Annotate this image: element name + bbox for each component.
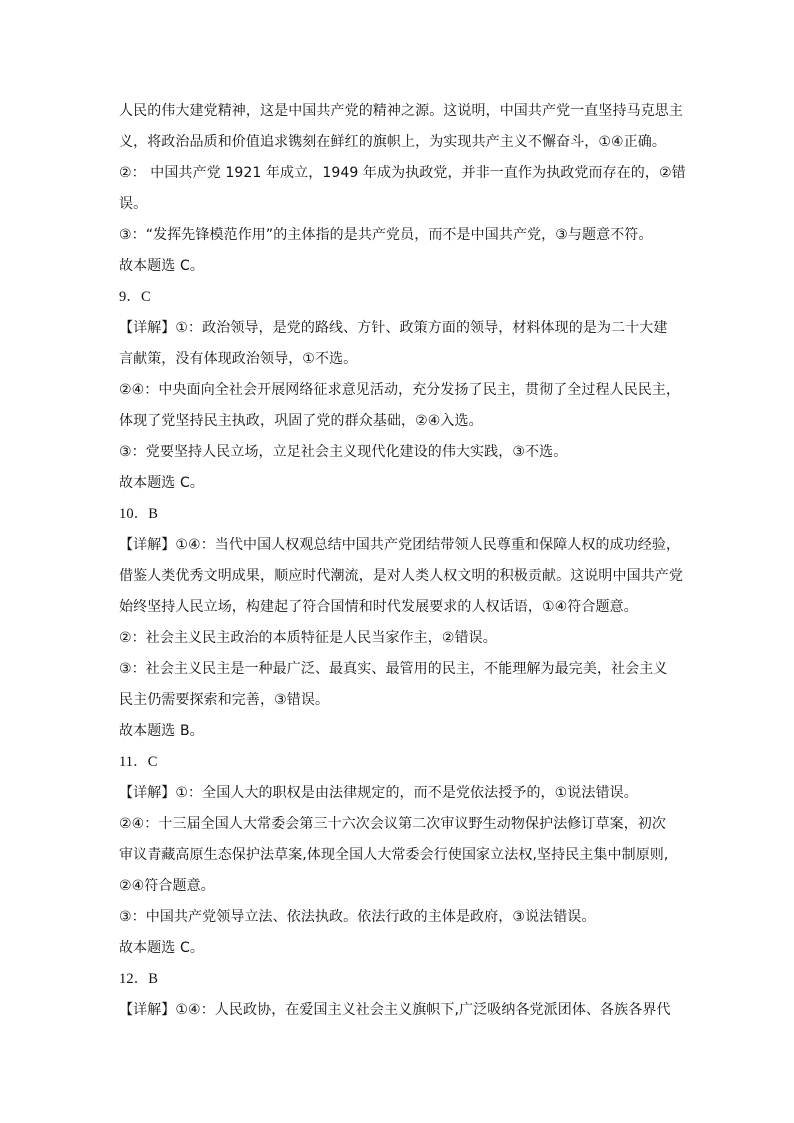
text-line: ②： 中国共产党 1921 年成立，1949 年成为执政党，并非一直作为执政党而存在的，②错 (119, 165, 686, 181)
text-line: 民主仍需要探索和完善，③错误。 (119, 692, 330, 708)
text-line: 审议青藏高原生态保护法草案,体现全国人大常委会行使国家立法权,坚持民主集中制原则, (119, 847, 669, 863)
conclusion-line: 故本题选 C。 (119, 475, 204, 491)
text-line: 人民的伟大建党精神，这是中国共产党的精神之源。这说明，中国共产党一直坚持马克思主 (119, 103, 683, 119)
text-line: ②：社会主义民主政治的本质特征是人民当家作主，②错误。 (119, 630, 497, 646)
question-number-10: 10．B (119, 506, 159, 522)
conclusion-line: 故本题选 C。 (119, 940, 204, 956)
text-line: ③：党要坚持人民立场，立足社会主义现代化建设的伟大实践，③不选。 (119, 444, 568, 460)
text-line: 体现了党坚持民主执政，巩固了党的群众基础，②④入选。 (119, 413, 483, 429)
text-line: ②④符合题意。 (119, 878, 215, 894)
text-line: ③：“发挥先锋模范作用”的主体指的是共产党员，而不是中国共产党，③与题意不符。 (119, 227, 653, 243)
text-line: 【详解】①：全国人大的职权是由法律规定的，而不是党依法授予的，①说法错误。 (119, 785, 638, 801)
conclusion-line: 故本题选 C。 (119, 258, 204, 274)
text-line: 【详解】①：政治领导，是党的路线、方针、政策方面的领导，材料体现的是为二十大建 (119, 320, 668, 336)
answer-explanation-text (119, 96, 686, 1026)
text-line: 言献策，没有体现政治领导，①不选。 (119, 351, 358, 367)
text-line: 误。 (119, 196, 148, 212)
text-line: 始终坚持人民立场，构建起了符合国情和时代发展要求的人权话语，①④符合题意。 (119, 599, 638, 615)
text-line: ③：中国共产党领导立法、依法执政。依法行政的主体是政府，③说法错误。 (119, 909, 596, 925)
question-number-9: 9．C (119, 289, 151, 305)
text-line: ②④：十三届全国人大常委会第三十六次会议第二次审议野生动物保护法修订草案，初次 (119, 816, 666, 832)
text-line: 【详解】①④：人民政协，在爱国主义社会主义旗帜下,广泛吸纳各党派团体、各族各界代 (119, 1002, 671, 1018)
question-number-12: 12．B (119, 971, 159, 987)
text-line: 【详解】①④：当代中国人权观总结中国共产党团结带领人民尊重和保障人权的成功经验， (119, 537, 681, 553)
question-number-11: 11．C (119, 754, 158, 770)
text-line: 义，将政治品质和价值追求镌刻在鲜红的旗帜上，为实现共产主义不懈奋斗，①④正确。 (119, 134, 666, 150)
text-line: ③：社会主义民主是一种最广泛、最真实、最管用的民主，不能理解为最完美，社会主义 (119, 661, 668, 677)
text-line: 借鉴人类优秀文明成果，顺应时代潮流，是对人类人权文明的积极贡献。这说明中国共产党 (119, 568, 683, 584)
text-line: ②④：中央面向全社会开展网络征求意见活动，充分发扬了民主，贯彻了全过程人民民主， (119, 382, 681, 398)
conclusion-line: 故本题选 B。 (119, 723, 204, 739)
